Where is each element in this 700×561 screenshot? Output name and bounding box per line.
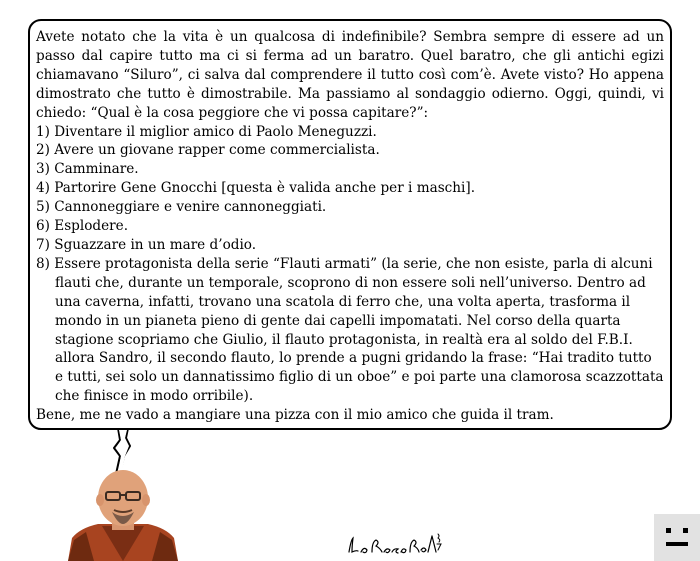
poll-item: 5) Cannoneggiare e venire cannoneggiati. [36,199,327,216]
face-mouth [666,542,688,546]
poll-item: 8) Essere protagonista della serie “Flauti armati” (la serie, che non esiste, parla di alcuni flauti che, durante un temporale, scoprono di non essere soli nell’universo. Dentro ad una caverna, infatti, trovano una scatola di ferro che, una volta aperta, trasforma il mondo in un pianeta pieno di gente dai capelli impomatati. Nel corso della quarta stagione scopriamo che Giulio, il flauto protagonista, in realtà era al soldo del F.B.I. allora Sandro, il secondo flauto, lo prende a pugni gridando la frase: “Hai tradito tutto e tutti, sei solo un dannatissimo figlio di un oboe” e poi parte una clamorosa scazzottata che finisce in modo orribile). [36,255,664,405]
bubble-text [36,28,664,425]
face-left-eye [666,528,671,533]
author-avatar [68,468,178,561]
poll-item: 7) Sguazzare in un mare d’odio. [36,236,257,253]
intro-paragraph: Avete notato che la vita è un qualcosa di indefinibile? Sembra sempre di essere ad un passo dal capire tutto ma ci si ferma ad un baratro. Quel baratro, che gli antichi egizi chiamavano “Siluro”, ci salva dal comprendere il tutto così com’è. Avete visto? Ho appena dimostrato che tutto è dimostrabile. Ma passiamo al sondaggio odierno. Oggi, quindi, vi chiedo: “Qual è la cosa peggiore che vi possa capitare?”: [36,29,664,121]
poll-item: 2) Avere un giovane rapper come commercialista. [36,142,380,159]
poll-item: 4) Partorire Gene Gnocchi [questa è valida anche per i maschi]. [36,180,476,197]
author-signature [346,530,442,558]
face-badge [654,514,700,561]
poll-item: 1) Diventare il miglior amico di Paolo Meneguzzi. [36,123,377,140]
poll-list [36,123,664,407]
speech-bubble [28,19,672,430]
poll-item: 6) Esplodere. [36,218,129,235]
face-right-eye [683,528,688,533]
poll-item: 3) Camminare. [36,161,139,178]
closing-line: Bene, me ne vado a mangiare una pizza con il mio amico che guida il tram. [36,407,554,424]
